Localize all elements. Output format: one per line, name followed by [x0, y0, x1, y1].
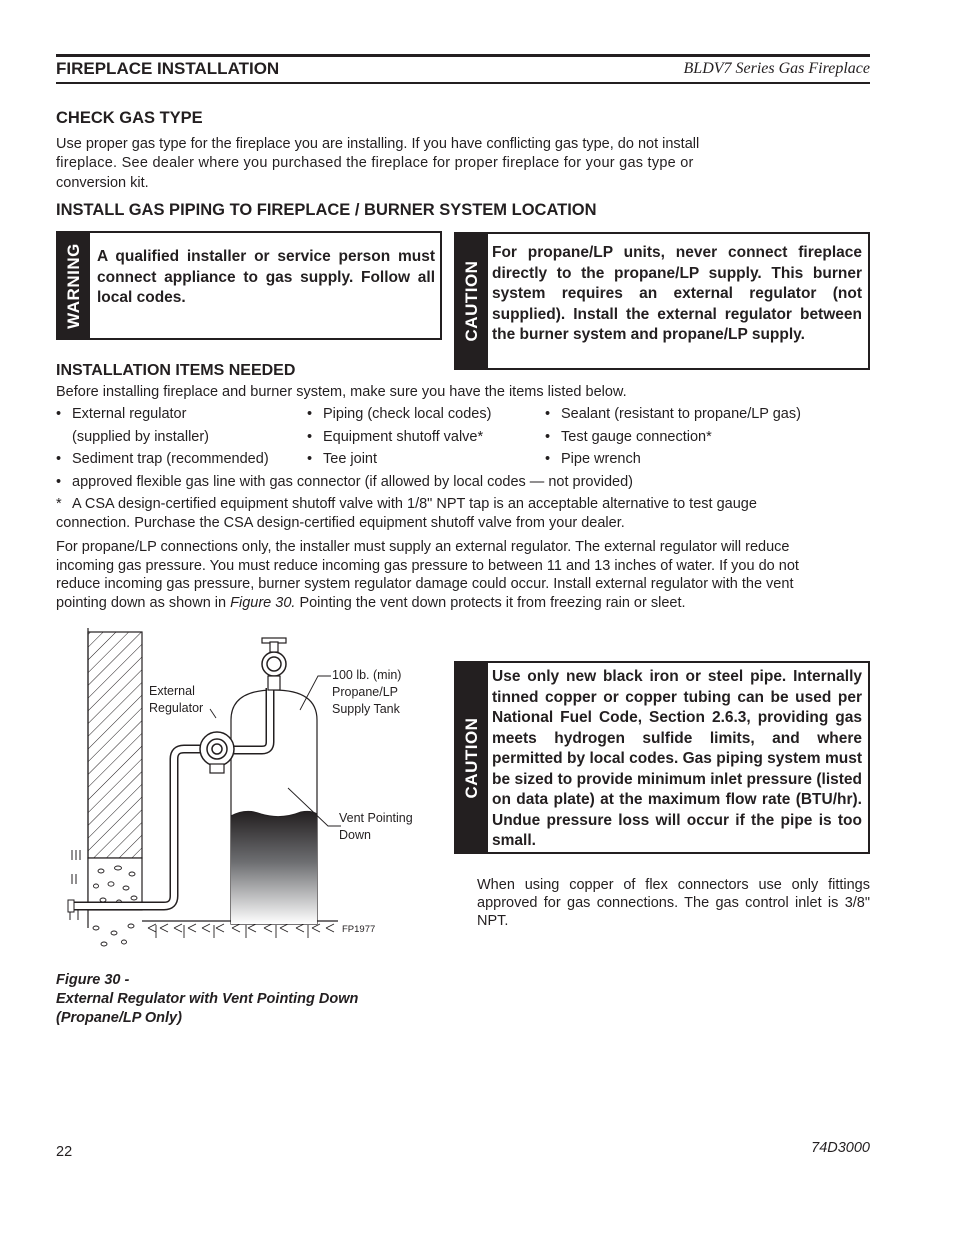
caution-tab	[456, 663, 488, 852]
page-number: 22	[56, 1144, 73, 1160]
figure-caption	[56, 971, 358, 1028]
document-number: 74D3000	[811, 1140, 870, 1156]
footnote-cont: connection. Purchase the CSA design-certified equipment shutoff valve from your dealer.	[56, 515, 625, 531]
caution-tab-label: CAUTION	[462, 717, 481, 798]
label-tank: Propane/LP	[332, 685, 399, 699]
items-heading: INSTALLATION ITEMS NEEDED	[56, 362, 296, 379]
figure-illustration	[56, 628, 446, 958]
warning-text: A qualified installer or service person must connect appliance to gas supply. Follow all local codes.	[97, 248, 435, 306]
propane-paragraph	[56, 538, 856, 612]
items-intro: Before installing fireplace and burner system, make sure you have the items listed below.	[56, 384, 627, 400]
propane-line: reduce incoming gas pressure, burner system regulator damage could occur. Install external regulator with the vent	[56, 576, 794, 592]
label-regulator: External	[149, 684, 195, 698]
piping-heading: INSTALL GAS PIPING TO FIREPLACE / BURNER SYSTEM LOCATION	[56, 201, 597, 219]
header-bottom-rule	[56, 82, 870, 84]
caption-line: External Regulator with Vent Pointing Down	[56, 991, 359, 1007]
caution-tab-label: CAUTION	[462, 260, 481, 342]
label-tank: Supply Tank	[332, 702, 400, 716]
caption-line: Figure 30 -	[56, 972, 130, 988]
check-gas-heading: CHECK GAS TYPE	[56, 109, 203, 127]
warning-tab-label: WARNING	[64, 242, 83, 329]
propane-line: For propane/LP connections only, the installer must supply an external regulator. The external regulator will reduce	[56, 539, 790, 555]
label-regulator: Regulator	[149, 701, 204, 715]
warning-tab	[58, 233, 90, 338]
caution-pipe-text: Use only new black iron or steel pipe. Internally tinned copper or copper tubing can be used per National Fuel Code, Section 2.6.3, providing gas meets hydrogen sulfide limits, and where permitted by local codes. Gas piping system must be sized to provide minimum inlet pressure (listed on data plate) at the maximum flow rate (BTU/hr). Undue pressure loss will occur if the pipe is too small.	[492, 668, 862, 849]
product-name: BLDV7 Series Gas Fireplace	[683, 60, 870, 77]
label-vent: Vent Pointing	[339, 811, 413, 825]
figure-code: FP1977	[342, 924, 376, 935]
caption-line: (Propane/LP Only)	[56, 1010, 182, 1026]
check-gas-line: fireplace. See dealer where you purchased the fireplace for proper fireplace for your gas type or	[56, 154, 694, 171]
copper-note: When using copper of flex connectors use only fittings approved for gas connections. The gas control inlet is 3/8" NPT.	[477, 877, 870, 929]
caution-tab	[456, 234, 488, 368]
header-top-rule	[56, 54, 870, 57]
check-gas-line: Use proper gas type for the fireplace you are installing. If you have conflicting gas type, do not install	[56, 136, 700, 152]
check-gas-text	[56, 135, 756, 193]
section-title: FIREPLACE INSTALLATION	[56, 59, 280, 78]
propane-line: pointing down as shown in Figure 30. Pointing the vent down protects it from freezing rain or sleet.	[56, 594, 686, 611]
label-tank: 100 lb. (min)	[332, 668, 402, 682]
caution-propane-text: For propane/LP units, never connect fireplace directly to the propane/LP supply. This burner system requires an external regulator (not supplied). Install the external regulator between the burner system and propane/LP supply.	[492, 244, 862, 343]
caution-box-pipe	[454, 661, 870, 854]
warning-box	[56, 231, 442, 340]
caution-box-propane	[454, 232, 870, 370]
wall	[88, 632, 142, 858]
check-gas-line: conversion kit.	[56, 175, 149, 191]
propane-line: incoming gas pressure. You must reduce incoming gas pressure to between 11 and 13 inches of water. If you do not	[56, 557, 799, 574]
label-vent: Down	[339, 828, 371, 842]
